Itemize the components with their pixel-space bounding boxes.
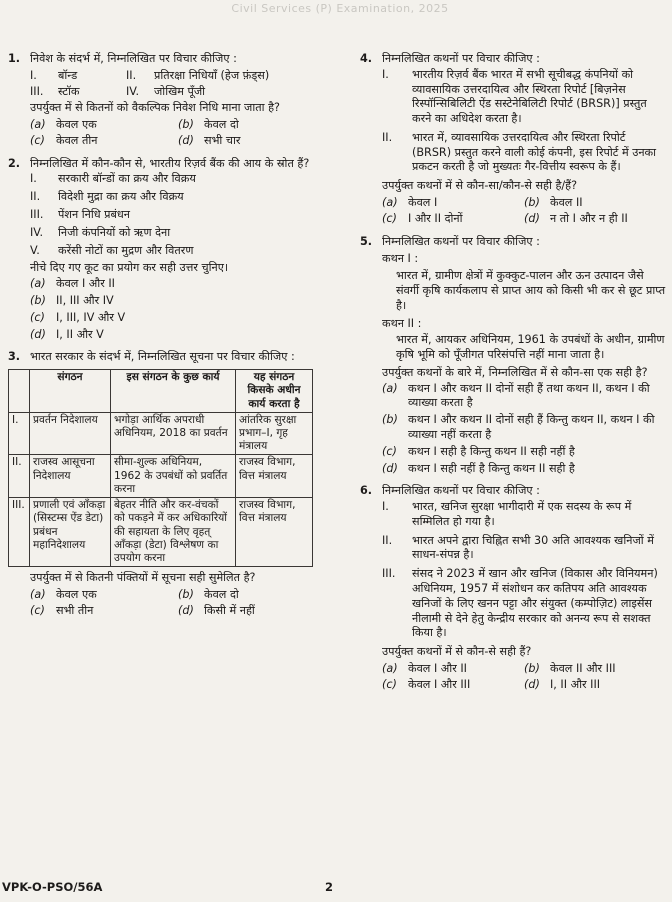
question-2 [8,157,326,343]
table-cell: बेहतर नीति और कर-वंचकों को पकड़ने में कर अधिकारियों की सहायता के लिए वृहत् आँकड़ा (डेटा) विश्लेषण का उपयोग करना [111,498,236,567]
option-d[interactable]: (d) किसी में नहीं [178,603,255,617]
option-d[interactable]: (d) कथन I सही नहीं है किन्तु कथन II सही है [382,461,575,475]
statement-1: भारत में, ग्रामीण क्षेत्रों में कुक्कुट-पालन और ऊन उत्पादन जैसे संवर्गी कृषि कार्यकलाप से प्राप्त आय को किसी भी कर से छूट प्राप्त है। [396,269,666,312]
table-row [9,412,313,455]
question-stem: निम्नलिखित कथनों पर विचार कीजिए : [382,52,540,65]
question-stem: निम्नलिखित में कौन-कौन से, भारतीय रिज़र्व बैंक की आय के स्रोत हैं? [30,156,310,170]
option-c[interactable]: (c) सभी तीन [30,603,94,617]
option-d[interactable]: (d) सभी चार [178,133,241,147]
option-a[interactable]: (a) कथन I और कथन II दोनों सही हैं तथा कथन II, कथन I की व्याख्या करता है [382,381,650,410]
question-prompt: उपर्युक्त कथनों में से कौन-से सही हैं? [382,645,532,659]
table-header-row [9,370,313,413]
question-number: 6. [360,484,373,498]
table-cell: I. [9,412,30,455]
statement: III. संसद ने 2023 में खान और खनिज (विकास और विनियमन) अधिनियम, 1957 में संशोधन कर कतिपय अति आवश्यक खनिजों के लिए खनन पट्टा और संयुक्त (कम्पोज़िट) लाइसेंस नीलामी से देने हेतु केन्द्रीय सरकार को अनन्य रूप से सशक्त किया है। [382,567,658,640]
info-table [8,369,313,567]
right-column [360,52,666,700]
item-list [30,69,326,100]
answer-options [382,662,666,693]
question-stem: निम्नलिखित कथनों पर विचार कीजिए : [382,234,540,248]
list-item: III. पेंशन निधि प्रबंधन [30,208,131,222]
question-number: 4. [360,52,373,65]
question-stem: निम्नलिखित कथनों पर विचार कीजिए : [382,484,540,498]
left-column [8,52,326,627]
statement-1-label: कथन I : [382,252,419,266]
list-item: I. बॉन्ड [30,68,78,82]
table-cell: राजस्व विभाग, वित्त मंत्रालय [236,498,313,567]
option-d[interactable]: (d) I, II और III [524,677,601,691]
list-item: V. करेंसी नोटों का मुद्रण और वितरण [30,243,194,257]
question-stem: भारत सरकार के संदर्भ में, निम्नलिखित सूचना पर विचार कीजिए : [30,350,295,364]
table-cell: राजस्व विभाग, वित्त मंत्रालय [236,455,313,498]
question-prompt: उपर्युक्त में से कितनी पंक्तियों में सूचना सही सुमेलित है? [30,571,256,585]
answer-options [30,277,326,342]
option-b[interactable]: (b) केवल II और III [524,661,616,675]
answer-options [382,382,666,477]
option-c[interactable]: (c) केवल I और III [382,677,471,691]
question-number: 2. [8,156,21,170]
question-6 [360,484,666,692]
table-cell: II. [9,455,30,498]
table-cell: आंतरिक सुरक्षा प्रभाग–I, गृह मंत्रालय [236,412,313,455]
table-header: यह संगठन किसके अधीन कार्य करता है [236,370,313,413]
statement: II. भारत में, व्यावसायिक उत्तरदायित्व और स्थिरता रिपोर्ट (BRSR) प्रस्तुत करने वाली कोई कंपनी, इस रिपोर्ट में उनका प्रकटन करती है जो मुख्यतः गैर-वित्तीय स्वरूप के हैं। [382,130,657,174]
option-b[interactable]: (b) कथन I और कथन II दोनों सही हैं किन्तु कथन II, कथन I की व्याख्या नहीं करता है [382,413,655,441]
statement-2: भारत में, आयकर अधिनियम, 1961 के उपबंधों के अधीन, ग्रामीण कृषि भूमि को पूँजीगत परिसंपत्ति नहीं माना जाता है। [396,333,665,362]
question-number: 3. [8,350,21,364]
question-prompt: नीचे दिए गए कूट का प्रयोग कर सही उत्तर चुनिए। [30,261,229,275]
question-4 [360,52,666,227]
question-prompt: उपर्युक्त कथनों के बारे में, निम्नलिखित में से कौन-सा एक सही है? [382,365,648,379]
list-item: IV. जोखिम पूँजी [126,84,206,98]
question-stem: निवेश के संदर्भ में, निम्नलिखित पर विचार कीजिए : [30,52,237,65]
option-c[interactable]: (c) कथन I सही है किन्तु कथन II सही नहीं है [382,444,575,458]
option-b[interactable]: (b) केवल दो [178,588,239,602]
table-cell: प्रणाली एवं आँकड़ा (सिस्टम्स ऐंड डेटा) प्रबंधन महानिदेशालय [30,498,111,567]
statement: II. भारत अपने द्वारा चिह्नित सभी 30 अति आवश्यक खनिजों में साधन-संपन्न है। [382,533,654,562]
statement-2-label: कथन II : [382,316,422,330]
option-c[interactable]: (c) I, III, IV और V [30,310,126,324]
table-header: संगठन [30,370,111,413]
table-row [9,498,313,567]
question-prompt: उपर्युक्त में से कितनों को वैकल्पिक निवेश निधि माना जाता है? [30,101,280,115]
answer-options [30,118,326,149]
statement: I. भारतीय रिज़र्व बैंक भारत में सभी सूचीबद्ध कंपनियों को व्यावसायिक उत्तरदायित्व और स्थिरता रिपोर्ट [बिज़नेस रिस्पॉन्सिबिलिटी ऐंड सस्टेनेबिलिटी रिपोर्ट (BRSR)] प्रस्तुत करने का अधिदेश करता है। [382,67,647,126]
option-b[interactable]: (b) II, III और IV [30,293,114,307]
option-a[interactable]: (a) केवल एक [30,118,97,132]
question-prompt: उपर्युक्त कथनों में से कौन-सा/कौन-से सही है/हैं? [382,179,578,193]
table-cell: प्रवर्तन निदेशालय [30,412,111,455]
table-header [9,370,30,413]
header-watermark: Civil Services (P) Examination, 2025 [231,2,449,15]
question-1 [8,52,326,149]
option-b[interactable]: (b) केवल II [524,196,583,210]
option-b[interactable]: (b) केवल दो [178,118,239,132]
option-a[interactable]: (a) केवल I [382,196,438,210]
list-item: II. प्रतिरक्षा निधियाँ (हेज फ़ंड्स) [126,68,270,82]
table-cell: III. [9,498,30,567]
option-d[interactable]: (d) I, II और V [30,327,104,341]
answer-options [30,588,326,619]
page-number: 2 [325,880,334,894]
question-number: 1. [8,52,21,65]
option-a[interactable]: (a) केवल I और II [382,661,467,675]
table-cell: राजस्व आसूचना निदेशालय [30,455,111,498]
list-item: I. सरकारी बॉन्डों का क्रय और विक्रय [30,172,196,186]
option-c[interactable]: (c) I और II दोनों [382,211,463,225]
question-number: 5. [360,234,373,248]
table-row [9,455,313,498]
option-d[interactable]: (d) न तो I और न ही II [524,211,628,225]
statement: I. भारत, खनिज सुरक्षा भागीदारी में एक सदस्य के रूप में सम्मिलित हो गया है। [382,500,632,528]
question-5 [360,235,666,477]
option-c[interactable]: (c) केवल तीन [30,133,98,147]
item-list [30,172,326,258]
option-a[interactable]: (a) केवल I और II [30,277,115,291]
booklet-code: VPK-O-PSO/56A [2,880,103,894]
option-a[interactable]: (a) केवल एक [30,588,97,602]
list-item: II. विदेशी मुद्रा का क्रय और विक्रय [30,190,184,204]
list-item: III. स्टॉक [30,84,80,98]
table-cell: भगोड़ा आर्थिक अपराधी अधिनियम, 2018 का प्रवर्तन [111,412,236,455]
table-header: इस संगठन के कुछ कार्य [111,370,236,413]
question-3 [8,350,326,618]
list-item: IV. निजी कंपनियों को ऋण देना [30,225,171,239]
answer-options [382,196,666,227]
table-cell: सीमा-शुल्क अधिनियम, 1962 के उपबंधों को प्रवर्तित करना [111,455,236,498]
